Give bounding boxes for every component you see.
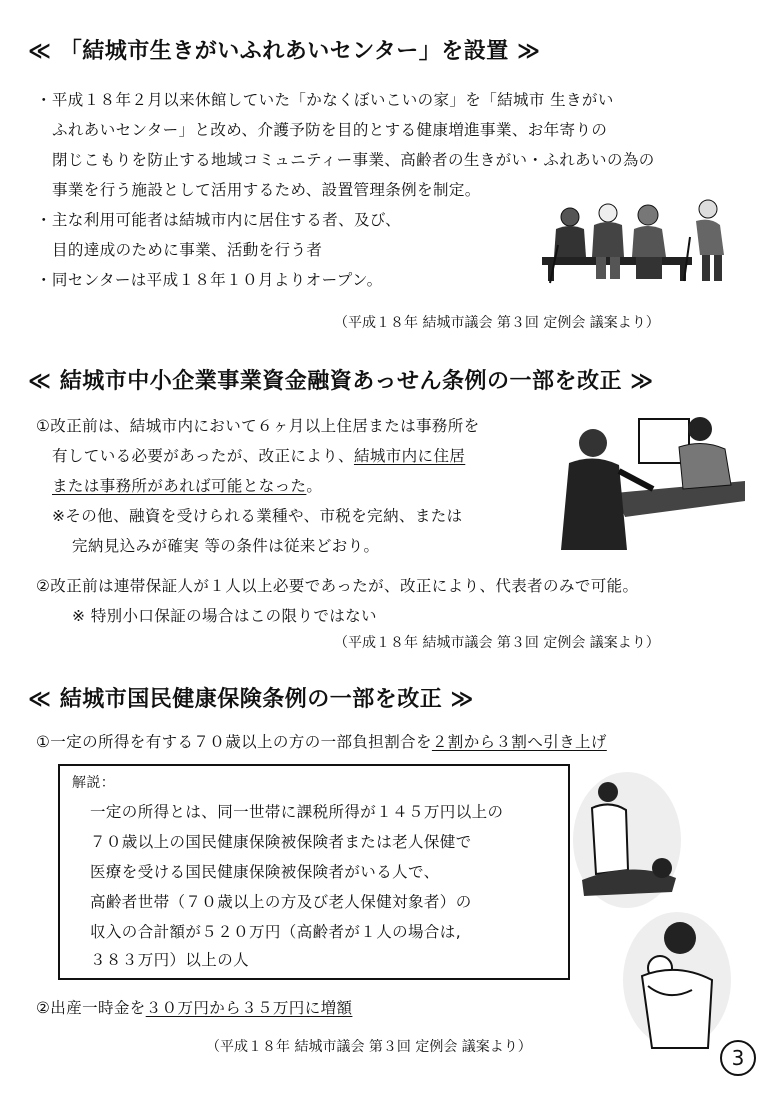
section1-line-3: 閉じこもりを防止する地域コミュニティー事業、高齢者の生きがい・ふれあいの為の — [52, 151, 655, 169]
section3-source: （平成１８年 結城市議会 第３回 定例会 議案より） — [206, 1039, 532, 1055]
section2-note1-line2: 完納見込みが確実 等の条件は従来どおり。 — [72, 537, 380, 555]
section1-heading: ≪ 「結城市生きがいふれあいセンター」を設置 ≫ — [28, 39, 541, 64]
explanation-line-2: ７０歳以上の国民健康保険被保険者または老人保健で — [90, 833, 472, 851]
consultation-illustration — [555, 405, 750, 550]
section2-item1-line3-underlined: または事務所があれば可能となった — [52, 477, 307, 495]
section2-item1-line2-text: 有している必要があったが、改正により、 — [52, 447, 354, 465]
section2-item2: ②改正前は連帯保証人が１人以上必要であったが、改正により、代表者のみで可能。 — [36, 577, 639, 595]
mother-baby-illustration — [622, 910, 732, 1050]
section2-heading: ≪ 結城市中小企業事業資金融資あっせん条例の一部を改正 ≫ — [28, 369, 654, 394]
section2-item1-line2 — [52, 444, 465, 466]
section1-line-7: ・同センターは平成１８年１０月よりオープン。 — [36, 271, 383, 289]
section3-heading: ≪ 結城市国民健康保険条例の一部を改正 ≫ — [28, 687, 474, 712]
doctor-patient-illustration — [572, 770, 682, 910]
explanation-box — [58, 764, 570, 980]
section1-line-4: 事業を行う施設として活用するため、設置管理条例を制定。 — [52, 181, 481, 199]
section2-item1-line3 — [52, 474, 322, 496]
section3-item2-text: ②出産一時金を — [36, 999, 146, 1017]
section3-item2 — [36, 996, 352, 1018]
section2-note2: ※ 特別小口保証の場合はこの限りではない — [72, 607, 377, 625]
section1-line-6: 目的達成のために事業、活動を行う者 — [52, 241, 323, 259]
section1-line-2: ふれあいセンター」と改め、介護予防を目的とする健康増進事業、お年寄りの — [52, 121, 608, 139]
section2-source: （平成１８年 結城市議会 第３回 定例会 議案より） — [334, 635, 660, 651]
section1-line-1: ・平成１８年２月以来休館していた「かなくぼいこいの家」を「結城市 生きがい — [36, 91, 614, 109]
section2-item1-line1: ①改正前は、結城市内において６ヶ月以上住居または事務所を — [36, 417, 480, 435]
section3-item1 — [36, 730, 607, 752]
explanation-line-5: 収入の合計額が５２０万円（高齢者が１人の場合は, — [90, 923, 462, 941]
explanation-line-6: ３８３万円）以上の人 — [90, 951, 250, 969]
section3-item2-underlined: ３０万円から３５万円に増額 — [145, 999, 353, 1017]
section2-item1-line2-underlined: 結城市内に住居 — [353, 447, 466, 465]
section3-item1-underlined: ２割から３割へ引き上げ — [431, 733, 607, 751]
elderly-group-illustration — [540, 195, 745, 285]
explanation-line-1: 一定の所得とは、同一世帯に課税所得が１４５万円以上の — [90, 803, 504, 821]
explanation-line-3: 医療を受ける国民健康保険被保険者がいる人で、 — [90, 863, 440, 881]
section3-item1-text: ①一定の所得を有する７０歳以上の方の一部負担割合を — [36, 733, 432, 751]
section1-line-5: ・主な利用可能者は結城市内に居住する者、及び、 — [36, 211, 402, 229]
section2-note1-line1: ※その他、融資を受けられる業種や、市税を完納、または — [52, 507, 463, 525]
section1-source: （平成１８年 結城市議会 第３回 定例会 議案より） — [334, 315, 660, 331]
explanation-title: 解説： — [72, 775, 116, 791]
explanation-line-4: 高齢者世帯（７０歳以上の方及び老人保健対象者）の — [90, 893, 472, 911]
section2-item1-line3-period: 。 — [306, 477, 323, 495]
page-number: 3 — [720, 1040, 756, 1076]
